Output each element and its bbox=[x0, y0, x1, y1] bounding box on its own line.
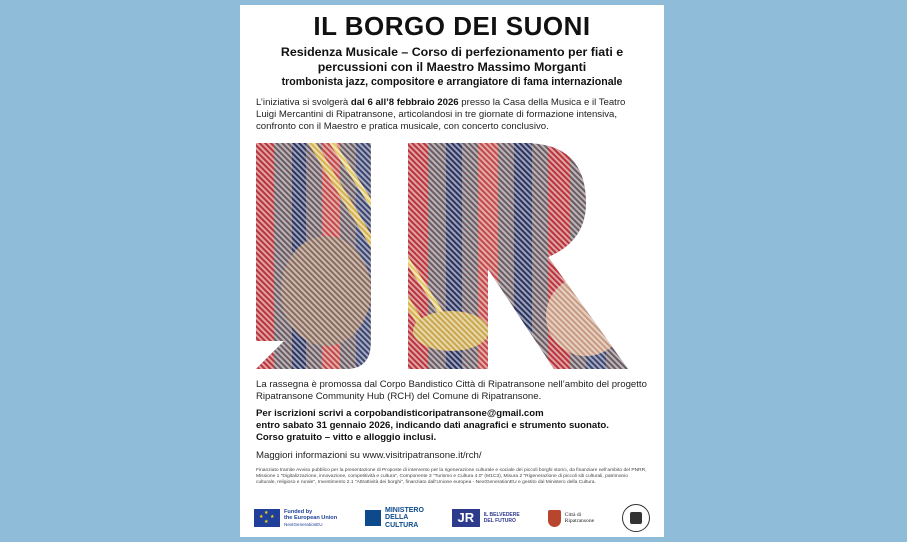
registration-deadline-line: entro sabato 31 gennaio 2026, indicando dati anagrafici e strumento suonato. bbox=[256, 420, 609, 432]
eu-line-1: Funded by bbox=[284, 508, 313, 515]
band-emblem-icon bbox=[622, 504, 650, 532]
belvedere-line-2: DEL FUTURO bbox=[483, 518, 516, 524]
sponsor-logos bbox=[254, 503, 650, 533]
mic-line-2: DELLA bbox=[385, 514, 409, 522]
event-poster bbox=[240, 5, 664, 537]
registration-email-line: Per iscrizioni scrivi a corpobandisticoripatransone@gmail.com bbox=[256, 408, 544, 420]
belvedere-line-1: IL BELVEDERE bbox=[483, 512, 520, 518]
poster-subtitle bbox=[256, 45, 648, 75]
city-line-1: Città di bbox=[564, 511, 582, 518]
promotion-paragraph: La rassegna è promossa dal Corpo Bandistico Città di Ripatransone nell’ambito del progetto Ripatransone Community Hub (RCH) del Comune di Ripatransone. bbox=[256, 378, 647, 402]
corpo-bandistico-logo bbox=[622, 504, 650, 532]
subtitle-line-2: percussioni con il Maestro Massimo Morganti bbox=[317, 60, 587, 74]
eu-line-3: NextGenerationEU bbox=[284, 521, 323, 527]
funding-note: Finanziato tramite Avviso pubblico per la presentazione di Proposte di intervento per la rigenerazione culturale e sociale dei piccoli borghi storici, da finanziare nell’ambito del PNRR, Missione 1 “Digitalizzazione, innovazione, competitività e cultura”, Componente 3 “Turismo e Cultura 4.0” (M1C3), Misura 2 “Rigenerazione di piccoli siti culturali, patrimonio culturale, religioso e rurale”, Investimento 2.1 “Attrattività dei borghi”, finanziato dall’Unione europea - NextGenerationEU e gestito dal Ministero della Cultura. bbox=[256, 467, 647, 486]
intro-text-end: presso la Casa della Musica e il Teatro Luigi Mercantini di Ripatransone, articolandosi in tre giornate di formazione intensiva, confronto con il Maestro e pratica musicale, con concerto conclusivo. bbox=[256, 97, 626, 133]
registration-info bbox=[256, 408, 648, 445]
belvedere-futuro-logo bbox=[452, 509, 520, 527]
subtitle-line-1: Residenza Musicale – Corso di perfezionamento per fiati e bbox=[280, 45, 624, 59]
jr-photo-artwork bbox=[256, 141, 648, 373]
intro-paragraph bbox=[256, 97, 648, 134]
citta-ripatransone-logo bbox=[548, 510, 595, 527]
poster-title: IL BORGO DEI SUONI bbox=[313, 11, 591, 41]
free-course-line: Corso gratuito – vitto e alloggio inclusi. bbox=[256, 432, 437, 444]
intro-text-start: L’iniziativa si svolgerà bbox=[256, 97, 351, 108]
mic-line-3: CULTURA bbox=[385, 521, 419, 529]
eu-line-2: the European Union bbox=[284, 515, 338, 522]
eu-flag-icon: ★ ★ ★ ★ bbox=[254, 509, 280, 527]
eu-funding-logo bbox=[254, 509, 337, 527]
ministero-cultura-logo bbox=[365, 507, 424, 529]
jr-logo-mark: JR bbox=[452, 509, 480, 527]
event-dates: dal 6 all’8 febbraio 2026 bbox=[350, 97, 459, 108]
more-info-link: Maggiori informazioni su www.visitripatransone.it/rch/ bbox=[256, 449, 482, 461]
city-line-2: Ripatransone bbox=[564, 518, 595, 524]
mic-line-1: MINISTERO bbox=[385, 506, 424, 514]
city-crest-icon bbox=[548, 510, 561, 527]
maestro-description: trombonista jazz, compositore e arrangiatore di fama internazionale bbox=[281, 76, 623, 88]
ministero-icon bbox=[365, 510, 381, 526]
